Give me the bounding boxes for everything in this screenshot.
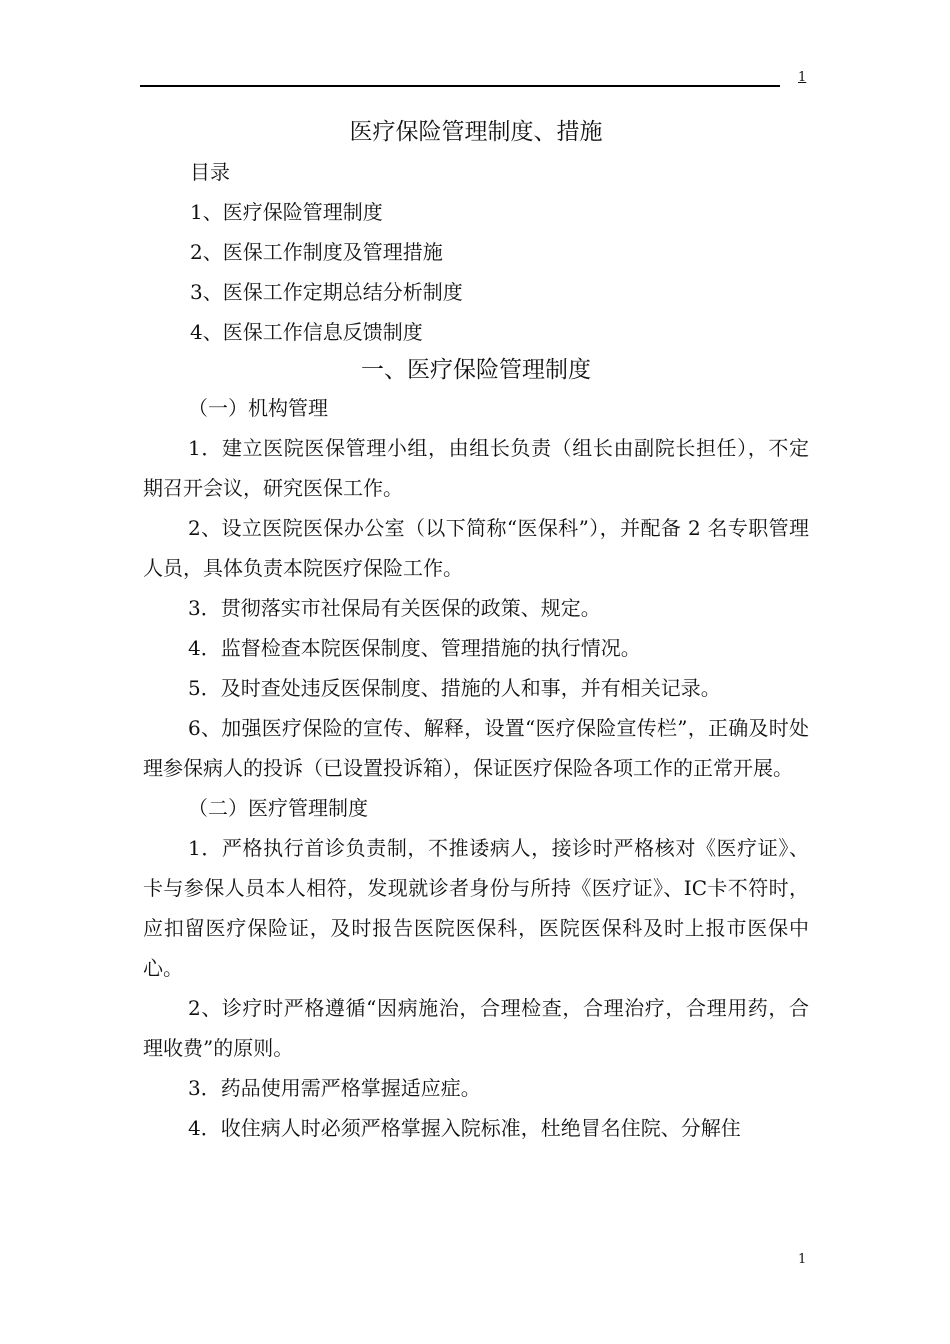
document-body [143, 112, 809, 1148]
paragraph: 6、加强医疗保险的宣传、解释，设置“医疗保险宣传栏”，正确及时处理参保病人的投诉（已设置投诉箱），保证医疗保险各项工作的正常开展。 [143, 716, 809, 780]
paragraph: 3．贯彻落实市社保局有关医保的政策、规定。 [188, 596, 601, 620]
footer-page-number: 1 [798, 1252, 807, 1267]
paragraph: 5．及时查处违反医保制度、措施的人和事，并有相关记录。 [188, 676, 721, 700]
paragraph: 1．建立医院医保管理小组，由组长负责（组长由副院长担任），不定期召开会议，研究医保工作。 [143, 436, 809, 500]
header-rule [140, 85, 780, 87]
subsection-title: （二）医疗管理制度 [188, 796, 368, 820]
toc-item: 3、医保工作定期总结分析制度 [190, 280, 463, 304]
paragraph: 3．药品使用需严格掌握适应症。 [188, 1076, 481, 1100]
paragraph: 4．收住病人时必须严格掌握入院标准，杜绝冒名住院、分解住 [188, 1116, 741, 1140]
subsection-title: （一）机构管理 [188, 396, 328, 420]
paragraph: 2、设立医院医保办公室（以下简称“医保科”），并配备 2 名专职管理人员，具体负责本院医疗保险工作。 [143, 516, 809, 580]
toc-heading: 目录 [190, 160, 230, 184]
document-title: 医疗保险管理制度、措施 [349, 119, 603, 145]
paragraph: 4．监督检查本院医保制度、管理措施的执行情况。 [188, 636, 641, 660]
toc-item: 1、医疗保险管理制度 [190, 200, 383, 224]
paragraph: 2、诊疗时严格遵循“因病施治，合理检查，合理治疗，合理用药，合理收费”的原则。 [143, 996, 809, 1060]
section-title: 一、医疗保险管理制度 [361, 357, 591, 383]
header-page-number: 1 [798, 70, 807, 85]
paragraph: 1．严格执行首诊负责制，不推诿病人，接诊时严格核对《医疗证》、卡与参保人员本人相符，发现就诊者身份与所持《医疗证》、IC卡不符时，应扣留医疗保险证，及时报告医院医保科，医院医保科及时上报市医保中心。 [143, 836, 809, 980]
toc-item: 4、医保工作信息反馈制度 [190, 320, 423, 344]
toc-item: 2、医保工作制度及管理措施 [190, 240, 443, 264]
